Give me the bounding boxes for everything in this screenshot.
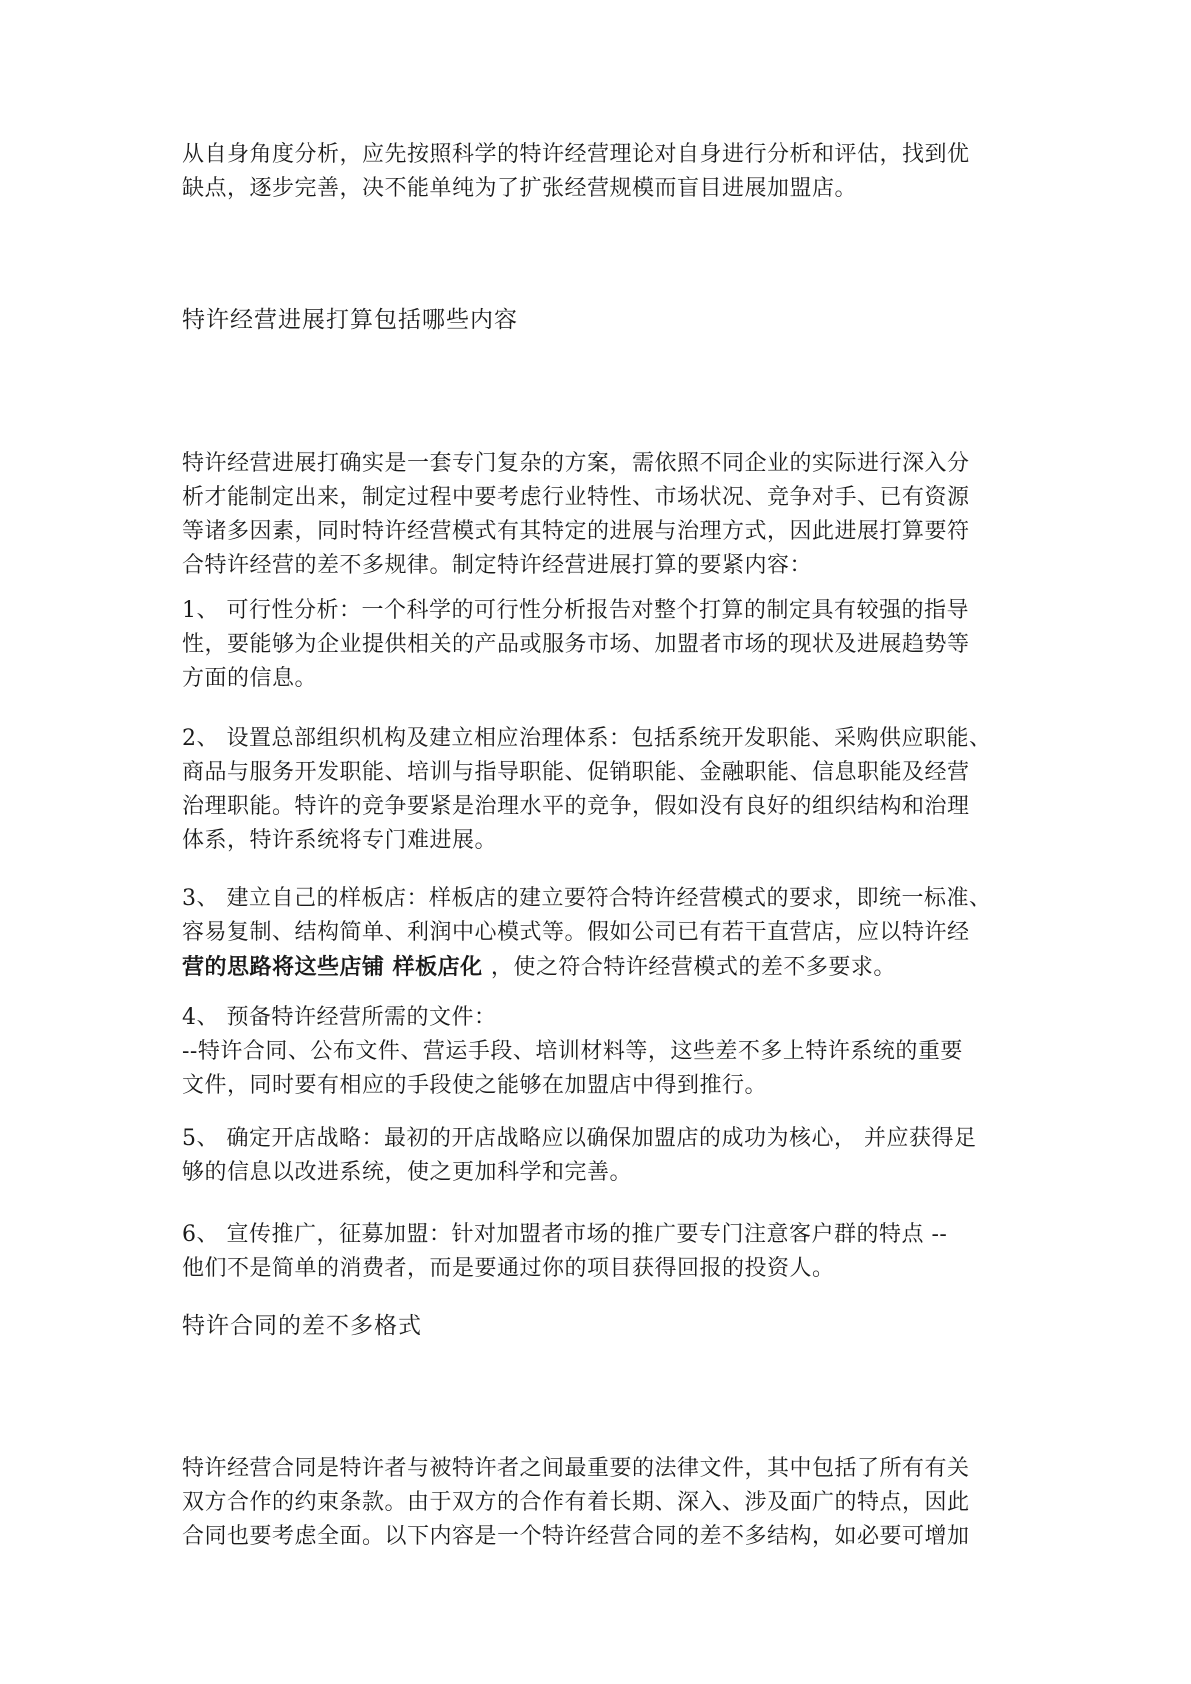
plan-intro-paragraph <box>182 447 1012 583</box>
text-line <box>182 950 1012 985</box>
text-line: 文件，同时要有相应的手段使之能够在加盟店中得到推行。 <box>182 1073 768 1098</box>
text-line: 4、 预备特许经营所需的文件： <box>182 1005 497 1030</box>
text-line: 从自身角度分析，应先按照科学的特许经营理论对自身进行分析和评估，找到优 <box>182 142 970 167</box>
text-line: 治理职能。特许的竞争要紧是治理水平的竞争，假如没有良好的组织结构和治理 <box>182 794 970 819</box>
list-item-store-strategy <box>182 1122 1012 1190</box>
list-item-promotion <box>182 1218 1012 1286</box>
text-line: 双方合作的约束条款。由于双方的合作有着长期、深入、涉及面广的特点，因此 <box>182 1490 970 1515</box>
text-line: 合同也要考虑全面。以下内容是一个特许经营合同的差不多结构，如必要可增加 <box>182 1524 970 1549</box>
text-line: 6、 宣传推广，征募加盟：针对加盟者市场的推广要专门注意客户群的特点 -- <box>182 1222 948 1247</box>
text-line: 3、 建立自己的样板店：样板店的建立要符合特许经营模式的要求，即统一标准、 <box>182 886 992 911</box>
text-line: 2、 设置总部组织机构及建立相应治理体系：包括系统开发职能、采购供应职能、 <box>182 726 992 751</box>
intro-paragraph <box>182 138 1012 206</box>
list-item-documents <box>182 1001 1012 1103</box>
text-line: 等诸多因素，同时特许经营模式有其特定的进展与治理方式，因此进展打算要符 <box>182 519 970 544</box>
text-line: 缺点，逐步完善，决不能单纯为了扩张经营规模而盲目进展加盟店。 <box>182 176 858 201</box>
text-line: 析才能制定出来，制定过程中要考虑行业特性、市场状况、竞争对手、已有资源 <box>182 485 970 510</box>
bold-phrase: 营的思路将这些店铺 样板店化 <box>182 954 491 980</box>
section-heading-contract-format: 特许合同的差不多格式 <box>182 1313 422 1339</box>
text-line: 5、 确定开店战略：最初的开店战略应以确保加盟店的成功为核心， 并应获得足 <box>182 1126 977 1151</box>
text-line: 性，要能够为企业提供相关的产品或服务市场、加盟者市场的现状及进展趋势等 <box>182 632 970 657</box>
text-line: 他们不是简单的消费者，而是要通过你的项目获得回报的投资人。 <box>182 1256 835 1281</box>
text-line: 够的信息以改进系统，使之更加科学和完善。 <box>182 1160 633 1185</box>
list-item-model-store <box>182 882 1012 985</box>
contract-paragraph <box>182 1452 1012 1554</box>
list-item-organization <box>182 722 1012 858</box>
text-line: 方面的信息。 <box>182 666 318 691</box>
text-line: 特许经营合同是特许者与被特许者之间最重要的法律文件，其中包括了所有有关 <box>182 1456 970 1481</box>
section-heading-development-plan: 特许经营进展打算包括哪些内容 <box>182 307 518 333</box>
text-line: 容易复制、结构简单、利润中心模式等。假如公司已有若干直营店，应以特许经 <box>182 920 970 945</box>
text-line: --特许合同、公布文件、营运手段、培训材料等，这些差不多上特许系统的重要 <box>182 1039 963 1064</box>
text-line: 商品与服务开发职能、培训与指导职能、促销职能、金融职能、信息职能及经营 <box>182 760 970 785</box>
text-line: 合特许经营的差不多规律。制定特许经营进展打算的要紧内容： <box>182 553 813 578</box>
text-line: 1、 可行性分析：一个科学的可行性分析报告对整个打算的制定具有较强的指导 <box>182 598 969 623</box>
text-line: 特许经营进展打确实是一套专门复杂的方案，需依照不同企业的实际进行深入分 <box>182 451 970 476</box>
list-item-feasibility <box>182 594 1012 696</box>
text-span: ，使之符合特许经营模式的差不多要求。 <box>490 955 896 980</box>
text-line: 体系，特许系统将专门难进展。 <box>182 828 498 853</box>
